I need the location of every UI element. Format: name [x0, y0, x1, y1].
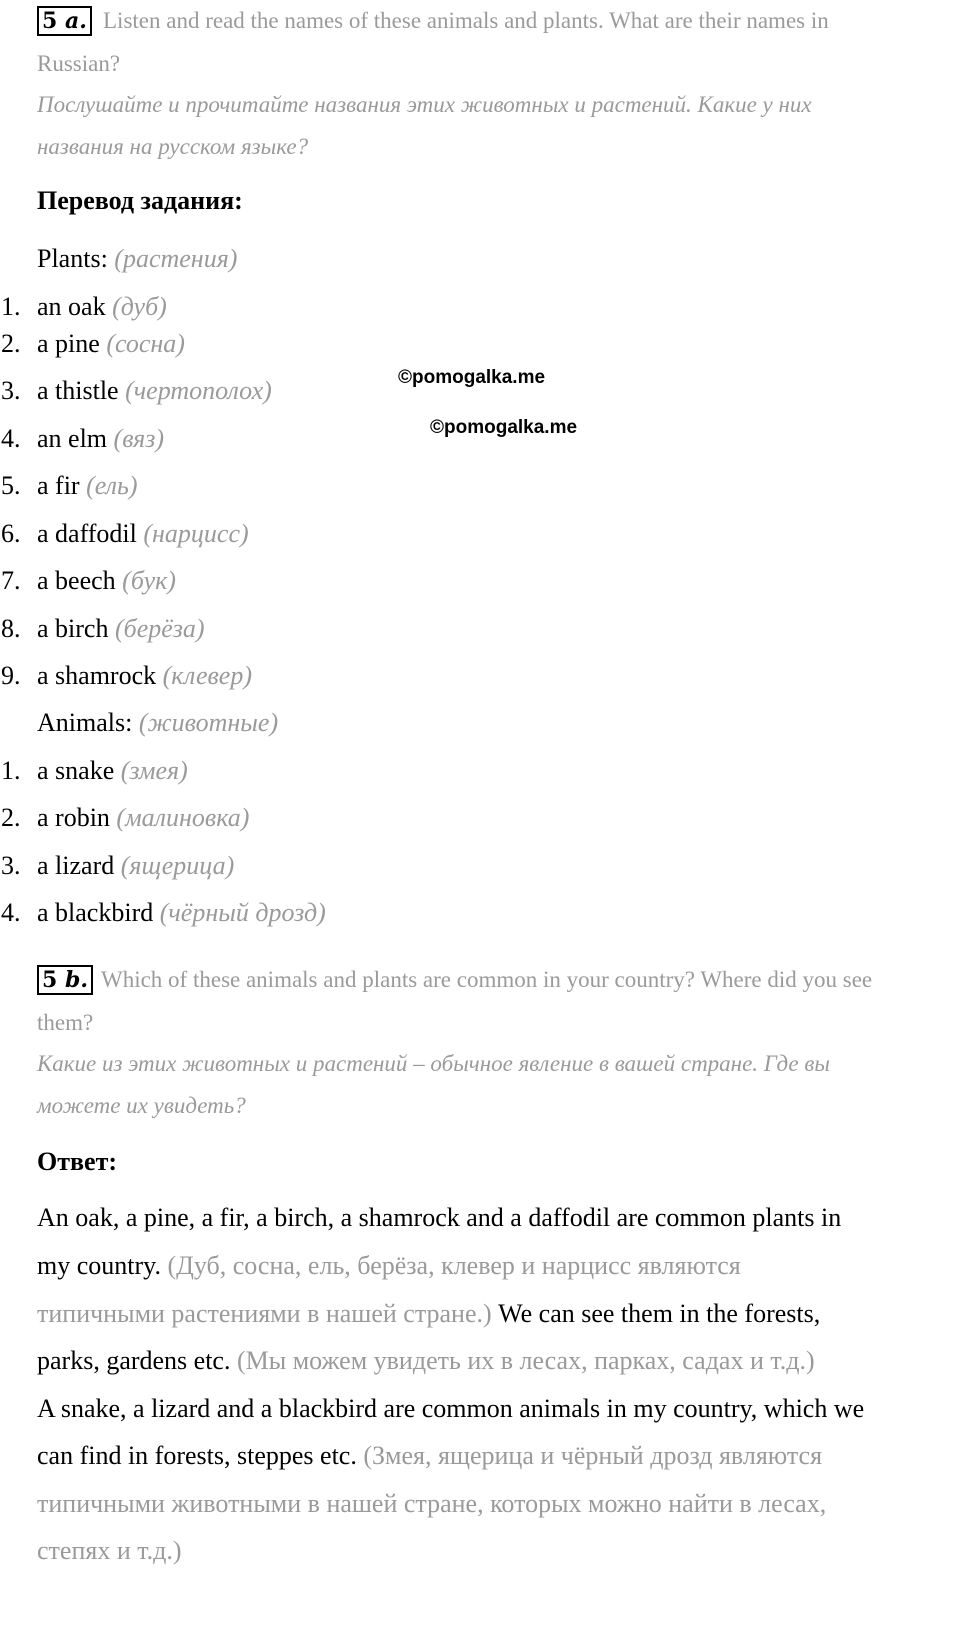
list-number: 1. [1, 292, 21, 321]
animals-title: Animals: (животные) [37, 708, 279, 737]
item-russian: (бук) [122, 566, 176, 595]
list-item-text [37, 756, 188, 786]
watermark: ©pomogalka.me [430, 417, 578, 438]
watermark: ©pomogalka.me [398, 367, 546, 388]
list-number: 8. [1, 614, 21, 643]
item-english: a blackbird [37, 898, 154, 927]
list-number: 1. [1, 756, 21, 785]
list-item-text [37, 519, 249, 549]
list-item-text [37, 661, 252, 691]
item-english: a lizard [37, 851, 115, 880]
item-english: an oak [37, 292, 106, 321]
item-english: a fir [37, 471, 80, 500]
task-5b-text-line2: them? [37, 1010, 94, 1035]
item-english: a thistle [37, 376, 119, 405]
list-item-text [37, 376, 272, 406]
task-5b-ru-line2: можете их увидеть? [37, 1093, 246, 1118]
list-number: 2. [1, 803, 21, 832]
item-english: a beech [37, 566, 116, 595]
list-number: 4. [1, 898, 21, 927]
list-number: 3. [1, 851, 21, 880]
task-5a-ru-line1: Послушайте и прочитайте названия этих животных и растений. Какие у них [37, 92, 812, 117]
list-number: 7. [1, 566, 21, 595]
item-english: a pine [37, 329, 100, 358]
task-5a-ru-line2: названия на русском языке? [37, 134, 309, 159]
list-item-text [37, 471, 137, 501]
list-item-text [37, 292, 167, 322]
item-russian: (нарцисс) [143, 519, 249, 548]
item-russian: (клевер) [162, 661, 252, 690]
item-russian: (дуб) [112, 292, 167, 321]
list-number: 9. [1, 661, 21, 690]
item-russian: (ель) [86, 471, 138, 500]
item-english: a shamrock [37, 661, 157, 690]
list-number: 5. [1, 471, 21, 500]
translation-heading: Перевод задания: [37, 186, 243, 215]
item-english: a robin [37, 803, 110, 832]
item-russian: (чёрный дрозд) [159, 898, 326, 927]
task-5b-ru-line1: Какие из этих животных и растений – обычное явление в вашей стране. Где вы [37, 1051, 830, 1076]
item-russian: (сосна) [106, 329, 185, 358]
list-item-text [37, 851, 234, 881]
item-english: a birch [37, 614, 109, 643]
list-item-text [37, 329, 185, 359]
item-english: a snake [37, 756, 115, 785]
list-item-text [37, 803, 249, 833]
answer-line: can find in forests, steppes etc. (Змея, ящерица и чёрный дрозд являются [37, 1441, 823, 1470]
plants-title: Plants: (растения) [37, 244, 238, 273]
item-russian: (ящерица) [120, 851, 235, 880]
item-russian: (чертополох) [125, 376, 272, 405]
item-russian: (вяз) [113, 424, 165, 453]
task-5a-text-line1: Listen and read the names of these animals and plants. What are their names in [103, 8, 829, 33]
item-english: a daffodil [37, 519, 137, 548]
item-english: an elm [37, 424, 108, 453]
answer-line: типичными растениями в нашей стране.) We can see them in the forests, [37, 1299, 821, 1328]
answer-line: An oak, a pine, a fir, a birch, a shamrock and a daffodil are common plants in [37, 1203, 842, 1232]
answer-line: степях и т.д.) [37, 1536, 182, 1565]
task-5a-text-line2: Russian? [37, 51, 121, 76]
answer-heading: Ответ: [37, 1147, 118, 1176]
answer-line: my country. (Дуб, сосна, ель, берёза, клевер и нарцисс являются [37, 1251, 741, 1280]
list-item-text [37, 614, 205, 644]
list-item-text [37, 424, 164, 454]
list-number: 2. [1, 329, 21, 358]
task-badge-5a: 5 a. [37, 6, 92, 36]
item-russian: (малиновка) [116, 803, 250, 832]
list-number: 6. [1, 519, 21, 548]
list-number: 4. [1, 424, 21, 453]
answer-line: A snake, a lizard and a blackbird are common animals in my country, which we [37, 1394, 865, 1423]
answer-line: parks, gardens etc. (Мы можем увидеть их в лесах, парках, садах и т.д.) [37, 1346, 815, 1375]
item-russian: (змея) [120, 756, 188, 785]
task-5b-text-line1: Which of these animals and plants are common in your country? Where did you see [101, 967, 873, 992]
answer-line: типичными животными в нашей стране, которых можно найти в лесах, [37, 1489, 827, 1518]
item-russian: (берёза) [114, 614, 205, 643]
list-item-text [37, 898, 326, 928]
list-number: 3. [1, 376, 21, 405]
task-badge-5b: 5 b. [37, 965, 93, 995]
list-item-text [37, 566, 176, 596]
